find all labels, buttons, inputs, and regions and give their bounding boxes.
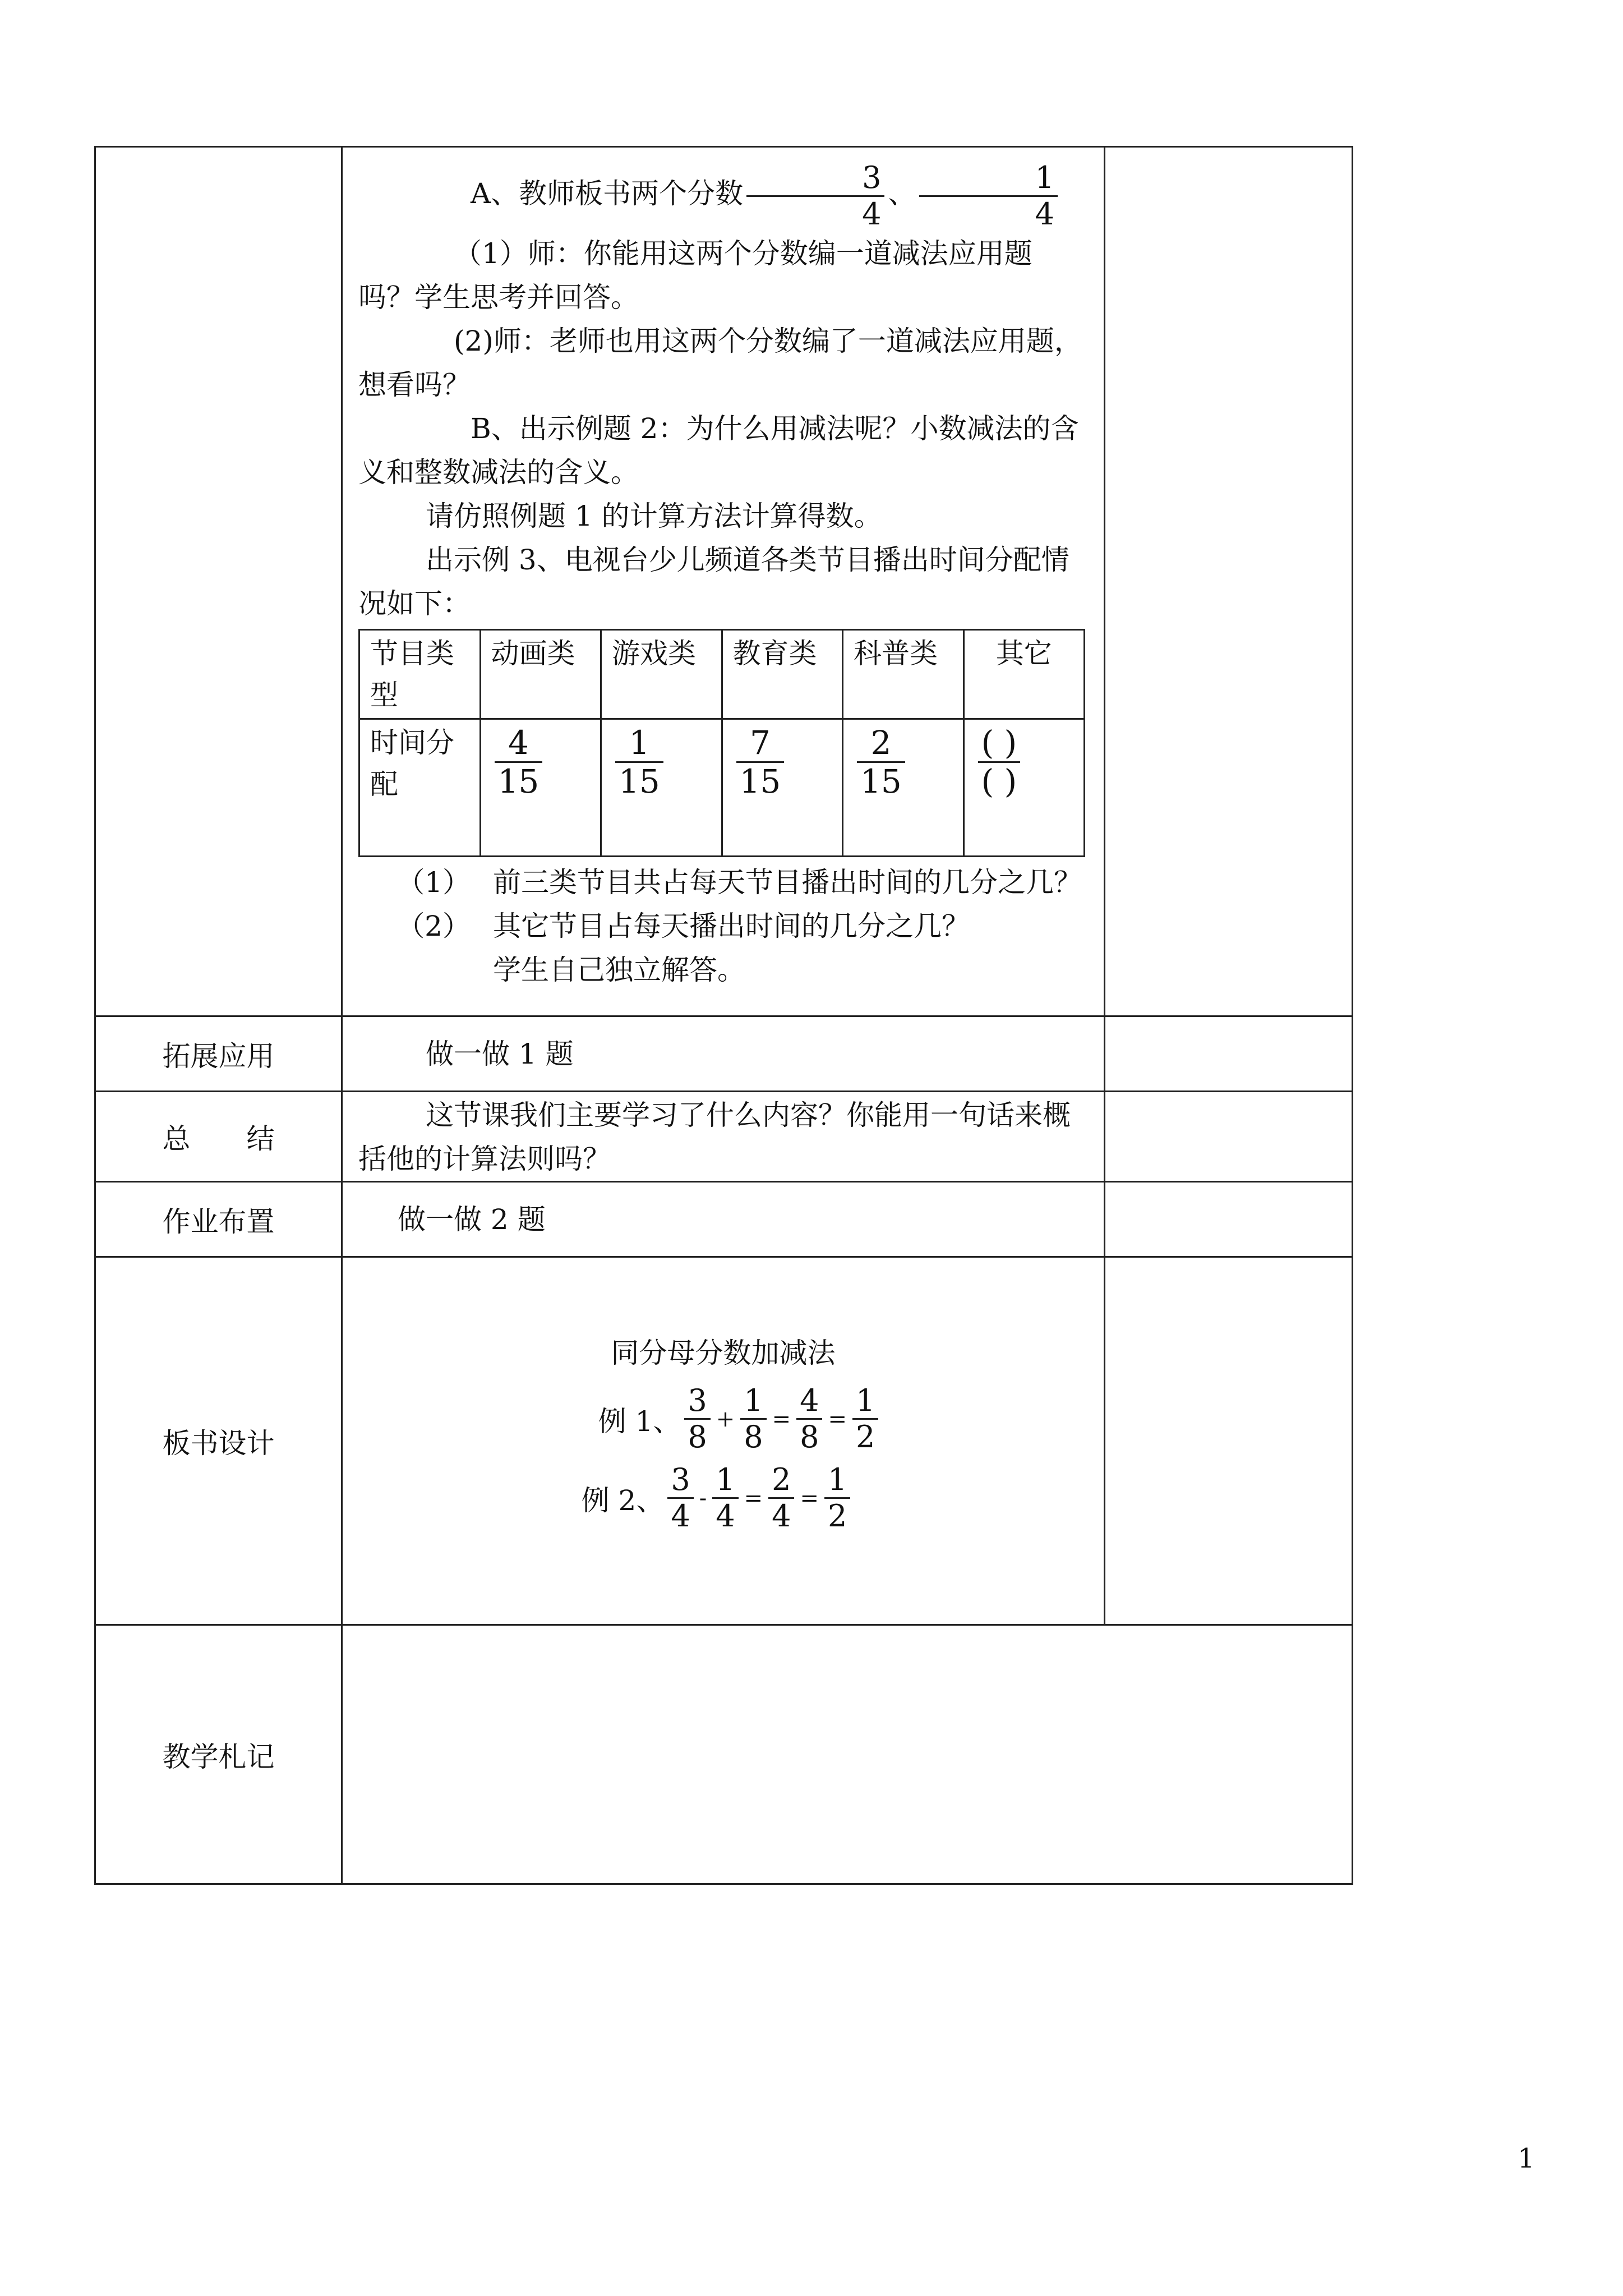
equals-sign: = — [828, 1406, 847, 1432]
summary-row — [95, 1092, 1353, 1182]
example-label: 例 2、 — [581, 1484, 665, 1517]
fraction-value: $\frac{4}{15}$ — [495, 724, 543, 800]
board-notes-cell — [1105, 1257, 1353, 1625]
fraction: $\frac{4}{8}$ — [796, 1383, 822, 1455]
question-1 — [358, 861, 1088, 904]
question-text: 其它节目占每天播出时间的几分之几？ — [493, 909, 970, 942]
board-title: 同分母分数加减法 — [611, 1337, 836, 1369]
program-value-cell — [843, 719, 964, 856]
answer-note — [358, 948, 1088, 992]
teaching-notes-row — [95, 1625, 1353, 1884]
fraction-value: $\frac{1}{15}$ — [615, 724, 663, 800]
program-value-cell — [480, 719, 601, 856]
board-row — [95, 1257, 1353, 1625]
program-header-cell: 动画类 — [480, 629, 601, 719]
program-header-cell: 科普类 — [843, 629, 964, 719]
minus-sign: - — [699, 1485, 707, 1511]
question-number: （2） — [396, 909, 471, 942]
answer-note-text: 学生自己独立解答。 — [493, 953, 745, 986]
fraction-1-4: $\frac{1}{4}$ — [919, 160, 1057, 232]
program-table-header-row — [359, 629, 1085, 719]
extend-row — [95, 1016, 1353, 1092]
fraction-value: $\frac{2}{15}$ — [857, 724, 905, 800]
extend-content: 做一做 1 题 — [426, 1037, 574, 1070]
program-value-cell — [601, 719, 722, 856]
part-a-text: A、教师板书两个分数 — [471, 177, 744, 210]
lesson-line-3: B、出示例题 2：为什么用减法呢？小数减法的含义和整数减法的含义。 — [358, 412, 1079, 489]
extend-notes-cell — [1105, 1016, 1353, 1092]
equals-sign: = — [800, 1485, 819, 1511]
example-2 — [343, 1462, 1104, 1534]
lesson-line-2: (2)师：老师也用这两个分数编了一道减法应用题，想看吗？ — [358, 324, 1082, 401]
question-2 — [358, 904, 1088, 948]
homework-content-cell — [342, 1182, 1105, 1257]
process-content-cell — [342, 147, 1105, 1016]
example-1 — [343, 1383, 1104, 1455]
fraction: $\frac{1}{2}$ — [852, 1383, 878, 1455]
program-header-cell: 游戏类 — [601, 629, 722, 719]
board-label: 板书设计 — [95, 1257, 342, 1625]
question-text: 前三类节目共占每天节目播出时间的几分之几？ — [493, 866, 1082, 899]
fraction-blank: $\frac{( )}{( )}$ — [978, 724, 1021, 800]
program-value-cell — [722, 719, 843, 856]
homework-notes-cell — [1105, 1182, 1353, 1257]
program-header-cell: 其它 — [963, 629, 1085, 719]
extend-content-cell — [342, 1016, 1105, 1092]
part-a-line — [358, 160, 1088, 232]
homework-label: 作业布置 — [95, 1182, 342, 1257]
extend-label: 拓展应用 — [95, 1016, 342, 1092]
lesson-line-5: 出示例 3、电视台少儿频道各类节目播出时间分配情况如下： — [358, 543, 1069, 620]
homework-row — [95, 1182, 1353, 1257]
summary-content: 这节课我们主要学习了什么内容？你能用一句话来概括他的计算法则吗？ — [358, 1099, 1071, 1175]
program-value-cell — [963, 719, 1085, 856]
page-number: 1 — [1518, 2143, 1535, 2174]
plus-sign: + — [716, 1406, 735, 1432]
fraction: $\frac{1}{2}$ — [824, 1462, 850, 1534]
teaching-notes-content — [342, 1625, 1353, 1884]
process-label-cell — [95, 147, 342, 1016]
summary-notes-cell — [1105, 1092, 1353, 1182]
summary-label: 总 结 — [95, 1092, 342, 1182]
process-row — [95, 147, 1353, 1016]
lesson-line-1: （1）师：你能用这两个分数编一道减法应用题吗？学生思考并回答。 — [358, 237, 1032, 314]
equals-sign: = — [744, 1485, 763, 1511]
fraction-value: $\frac{7}{15}$ — [736, 724, 785, 800]
fraction: $\frac{2}{4}$ — [768, 1462, 794, 1534]
equals-sign: = — [772, 1406, 791, 1432]
program-header-cell: 节目类型 — [359, 629, 481, 719]
separator: 、 — [888, 177, 916, 210]
summary-content-cell — [342, 1092, 1105, 1182]
program-header-cell: 教育类 — [722, 629, 843, 719]
fraction: $\frac{1}{4}$ — [712, 1462, 738, 1534]
teaching-notes-label: 教学札记 — [95, 1625, 342, 1884]
fraction-3-4: $\frac{3}{4}$ — [746, 160, 884, 232]
fraction: $\frac{3}{4}$ — [667, 1462, 693, 1534]
program-time-table — [358, 629, 1085, 857]
program-row-label: 时间分配 — [359, 719, 481, 856]
process-notes-cell — [1105, 147, 1353, 1016]
homework-content: 做一做 2 题 — [398, 1203, 546, 1236]
lesson-plan-table — [94, 146, 1353, 1885]
program-table-value-row — [359, 719, 1085, 856]
question-number: （1） — [396, 866, 471, 899]
board-content-cell — [342, 1257, 1105, 1625]
example-label: 例 1、 — [598, 1405, 681, 1438]
fraction: $\frac{1}{8}$ — [740, 1383, 766, 1455]
lesson-line-4: 请仿照例题 1 的计算方法计算得数。 — [426, 499, 882, 532]
fraction: $\frac{3}{8}$ — [684, 1383, 710, 1455]
